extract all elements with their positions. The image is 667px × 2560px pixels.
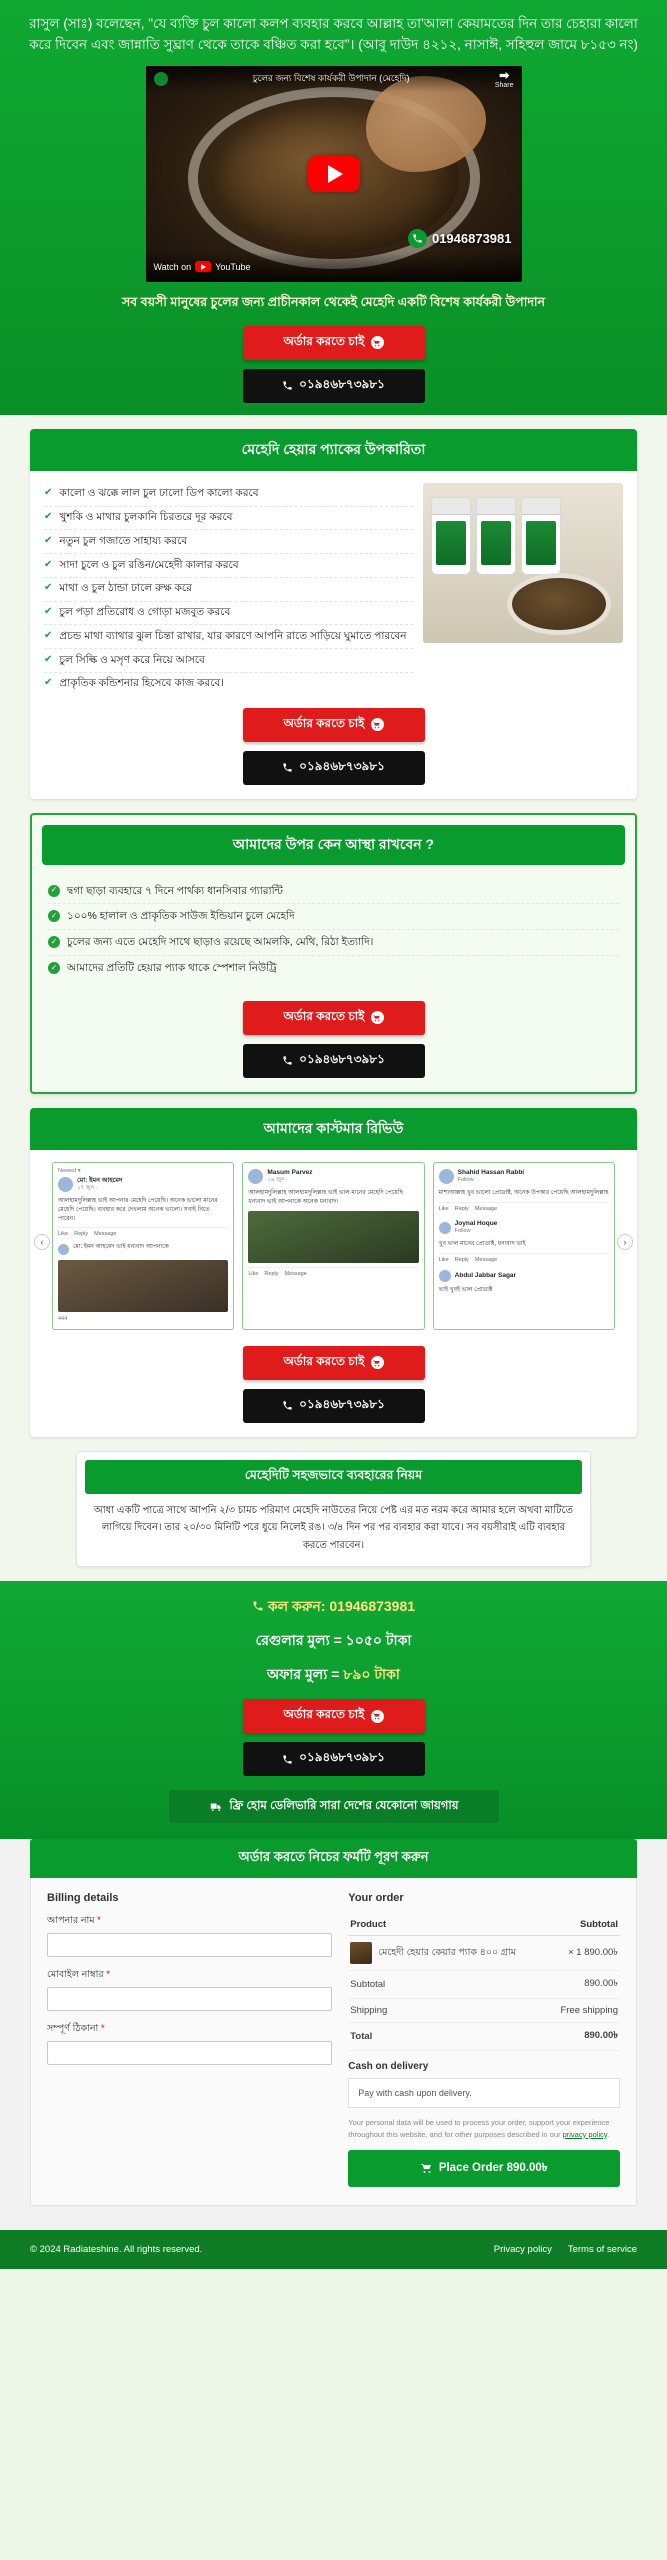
check-icon: ✓ [48,910,60,922]
video-phone-number: 01946873981 [431,230,512,246]
call-button-reviews[interactable] [243,1389,425,1423]
cod-heading: Cash on delivery [348,2061,429,2073]
field-phone-text: মোবাইল নাম্বার [47,1969,104,1981]
field-address-label [47,2022,332,2037]
call-button-trust[interactable] [243,1044,425,1078]
review-reply-follow[interactable]: Follow [454,1228,471,1235]
benefit-text: কালো ও ঝক্কে লাল চুল ঢালো ডিপ কালো করবে [59,487,259,500]
privacy-note: Your personal data will be used to process your order, support your experience throughout this website, and for other purposes described in our privacy policy. [348,2118,610,2139]
list-item [44,649,413,673]
benefits-list [44,483,413,696]
share-button[interactable] [495,69,514,89]
review-author: মো: ইমন আহমেদ [77,1176,123,1184]
name-input[interactable] [47,1933,332,1957]
offer-price-value: ৮৯০ টাকা [343,1666,400,1683]
required-mark: * [97,1915,101,1927]
review-reply-author: Joynal Hoque [454,1219,498,1227]
phone-input[interactable] [47,1987,332,2011]
col-subtotal: Subtotal [548,1914,620,1936]
order-button-reviews-label: অর্ডার করতে চাই [283,1353,365,1368]
order-button-hero-label: অর্ডার করতে চাই [283,333,365,348]
video-title: চুলের জন্য বিশেষ কার্যকরী উপাদান (মেহেদি) [252,73,410,84]
check-icon: ✔ [44,558,53,570]
youtube-video-player[interactable] [146,66,522,282]
order-summary [348,1892,620,2187]
review-card[interactable] [242,1162,424,1330]
trust-list [32,875,635,989]
hero-strip-text: সব বয়সী মানুষের চুলের জন্য প্রাচীনকাল থেকেই মেহেদি একটি বিশেষ কার্যকরী উপাদান [122,294,545,309]
hero-section [0,0,667,415]
price-call-line[interactable] [10,1595,657,1619]
call-button-reviews-label: ০১৯৪৬৮৭৩৯৮১ [299,1396,385,1411]
list-item [44,530,413,554]
free-delivery-label: ফ্রি হোম ডেলিভারি সারা দেশের যেকোনো জায়গায় [229,1800,459,1813]
product-price: 890.00৳ [584,1946,618,1958]
review-reply-text: খুব ভাল মানের প্রোডাক্ট, ধন্যবাদ ভাই [438,1241,526,1248]
required-mark: * [100,2023,105,2035]
list-item [44,625,413,649]
cart-icon [371,1011,384,1024]
privacy-text: Your personal data will be used to process your order, support your experience throughout this website, and for other purposes described in our [348,2118,610,2139]
call-button-price[interactable] [243,1742,425,1776]
review-photo [248,1211,418,1263]
jar [521,497,561,575]
footer-copyright: © 2024 Radiateshine. All rights reserved. [30,2243,203,2255]
field-phone-label [47,1968,332,1983]
footer-link-terms[interactable]: Terms of service [567,2243,637,2255]
call-button-hero[interactable] [243,369,425,403]
avatar [439,1270,451,1282]
field-name-label [47,1914,332,1929]
check-icon: ✔ [44,582,53,594]
review-reply: মো: ইমন আহমেদ ভাই ধন্যবাদ আপনাকে [73,1244,169,1251]
trust-card [30,813,637,1094]
review-reaction-count: 444 [58,1315,68,1322]
review-reply2-text: ভাই খুবই ভাল প্রোডাক্ট [438,1286,493,1293]
product-image [423,483,623,643]
reply-action[interactable]: Reply [454,1256,469,1263]
usage-card [76,1451,591,1568]
list-item [44,602,413,626]
benefit-text: চুল পড়া প্রতিরোধ ও গোড়া মজবুত করবে [59,606,231,619]
product-cell [348,1936,547,1971]
call-button-price-label: ০১৯৪৬৮৭৩৯৮১ [299,1750,385,1765]
review-text: আলহামদুলিল্লাহ ভাই আপনার মেহেদি পেয়েছি। অনেক ভালো মানের মেহেদি পেয়েছি। ব্যবহার করে দেখলাম অনেক ভালো। সবাই নিতে পারেন। [58,1198,218,1222]
shipping-value: Free shipping [548,1999,620,2023]
cart-icon [371,1710,384,1723]
reviews-card [30,1108,637,1437]
list-item [48,904,619,930]
list-item [44,483,413,507]
avatar [439,1222,451,1234]
address-input[interactable] [47,2041,332,2065]
check-icon: ✓ [48,962,60,974]
channel-avatar [154,72,168,86]
benefit-text: চুল সিল্কি ও মসৃণ করে নিয়ে আসবে [59,653,205,666]
youtube-label: YouTube [215,261,251,272]
cart-icon [371,336,384,349]
order-button-hero[interactable] [243,326,425,360]
video-bottom-bar [146,252,522,282]
message-action[interactable]: Message [474,1205,498,1212]
list-item [48,956,619,981]
review-follow[interactable]: Follow [457,1177,474,1184]
call-button-hero-label: ০১৯৪৬৮৭৩৯৮১ [299,376,385,391]
message-action[interactable]: Message [94,1231,117,1238]
product-thumbnail [350,1942,372,1964]
check-icon: ✔ [44,511,53,523]
footer-links [494,2244,637,2255]
total-label: Total [348,2023,547,2051]
benefit-text: নতুন চুল গজাতে সাহায্য করবে [59,534,188,547]
avatar [58,1244,69,1255]
trust-text: চুলের জন্য এতে মেহেদি সাথে ছাড়াও রয়েছে আমলকি, মেথি, রিঠা ইত্যাদি। [67,936,374,949]
order-button-reviews[interactable] [243,1346,425,1380]
product-jars [431,497,561,575]
reply-action[interactable]: Reply [454,1205,469,1212]
usage-text: আধা একটি পাত্রে সাথে আপনি ২/৩ চামচ পরিমাণ মেহেদি নাউতের নিয়ে পেষ্ট এর মত নরম করে আমার হলে অথবা মাটিতে লাগিয়ে দিবেন। তার ২০/৩০ মিনিটি পরে ধুয়ে নিলেই রঙ। ৩/৪ দিন পর পর ব্যবহার করা যাবে। সব বয়সীরাই এটি ব্যবহার করতে পারবেন। [93,1504,574,1551]
youtube-logo-icon [195,261,211,272]
trust-text: দ্বগা ছাড়া ব্যবহারে ৭ দিনে পার্থক্য ধানসিবার গ্যারান্টি [67,884,283,897]
cod-description: Pay with cash upon delivery. [348,2078,620,2108]
call-button-benefits[interactable] [243,751,425,785]
review-sort: Newest ▾ [58,1167,81,1174]
review-author: Masum Parvez [267,1168,313,1176]
list-item [48,879,619,905]
privacy-policy-link[interactable]: privacy policy [562,2129,608,2139]
field-name [47,1914,332,1957]
table-header-row [348,1914,620,1936]
like-action[interactable]: Like [438,1256,449,1263]
regular-price-label: রেগুলার মুল্য = [255,1632,342,1649]
usage-title: মেহেদিটি সহজভাবে ব্যবহারের নিয়ম [85,1460,582,1494]
video-top-bar [146,66,522,92]
checkout-section [0,1839,667,2230]
phone-icon [252,1600,264,1612]
review-text: আলহামদুলিল্লাহ আলহামদুলিল্লাহ ভাই ভাল মানের মেহেদি পেয়েছি ধন্যবাদ ভাই আপনাকে অনেক ধন্যবাদ। [248,1190,404,1205]
check-icon: ✔ [44,677,53,689]
play-button[interactable] [308,156,360,192]
avatar [439,1169,454,1184]
list-item [48,930,619,956]
field-address [47,2022,332,2065]
reply-action[interactable]: Reply [264,1270,279,1277]
order-table [348,1914,620,2051]
col-product: Product [348,1914,547,1936]
checkout-title: অর্ডার করতে নিচের ফর্মটি পূরণ করুন [30,1839,637,1878]
avatar [248,1169,263,1184]
jar [476,497,516,575]
required-mark: * [106,1969,110,1981]
field-phone [47,1968,332,2011]
regular-price-value: ১০৫০ টাকা [345,1632,412,1649]
carousel-next-button[interactable] [617,1234,633,1250]
place-order-label: Place Order 890.00৳ [438,2161,548,2174]
trust-title: আমাদের উপর কেন আস্থা রাখবেন ? [42,825,625,865]
check-icon: ✔ [44,653,53,665]
place-order-button[interactable] [348,2150,620,2187]
phone-icon [282,762,293,773]
free-delivery-banner [169,1790,499,1823]
check-icon: ✔ [44,606,53,618]
chevron-left-icon: ‹ [40,1236,44,1247]
hadith-text: রাসুল (সাঃ) বলেছেন, "যে ব্যক্তি চুল কালো কলপ ব্যবহার করবে আল্লাহ তা'আলা কেয়ামতের দিন তার চেহারা কালো করে দিবেন এবং জান্নাতি সুঘ্রাণ থেকে তাকে বঞ্চিত করা হবে"। (আবু দাউদ ৪২১২, নাসাঈ, সহিহুল জামে ৮১৫৩ নং) [29,16,638,52]
table-row [348,2023,620,2051]
offer-price-line [10,1663,657,1687]
trust-text: ১০০% হালাল ও প্রাকৃতিক সাউজ ইন্ডিয়ান চুলে মেহেদি [67,910,295,923]
watch-label: Watch on [153,261,192,272]
call-button-benefits-label: ০১৯৪৬৮৭৩৯৮১ [299,758,385,773]
review-date: ১৭ জুন · [77,1185,98,1192]
list-item [44,578,413,602]
review-reply2-author: Abdul Jabbar Sagar [454,1272,517,1280]
table-row [348,1999,620,2023]
order-button-benefits-label: অর্ডার করতে চাই [283,715,365,730]
message-action[interactable]: Message [474,1256,498,1263]
share-label: Share [494,81,514,89]
order-button-benefits[interactable] [243,708,425,742]
subtotal-value: 890.00৳ [548,1971,620,1999]
truck-icon [209,1800,223,1814]
billing-heading: Billing details [47,1892,119,1905]
trust-text: আমাদের প্রতিটি হেয়ার প্যাক থাকে স্পেশাল নিউট্রি [67,961,277,974]
offer-price-label: অফার মুল্য = [267,1666,340,1683]
total-value: 890.00৳ [548,2023,620,2051]
order-button-trust[interactable] [243,1001,425,1035]
shipping-label: Shipping [348,1999,547,2023]
check-icon: ✓ [48,936,60,948]
footer-link-privacy[interactable]: Privacy policy [493,2243,552,2255]
review-photo [58,1260,228,1312]
cart-icon [371,1356,384,1369]
like-action[interactable]: Like [58,1231,69,1238]
message-action[interactable]: Message [284,1270,307,1277]
phone-icon [282,1055,293,1066]
footer [0,2230,667,2269]
avatar [58,1177,73,1192]
cart-icon [371,718,384,731]
watch-on-youtube[interactable] [154,261,251,272]
like-action[interactable]: Like [438,1205,449,1212]
benefits-title: মেহেদি হেয়ার প্যাকের উপকারিতা [30,429,637,471]
subtotal-label: Subtotal [348,1971,547,1999]
list-item [44,554,413,578]
reply-action[interactable]: Reply [74,1231,89,1238]
field-name-text: আপনার নাম [47,1915,95,1927]
benefit-text: সাদা চুলে ও চুল রঙিন/মেহেদী কালার করবে [59,558,239,571]
order-button-price[interactable] [243,1699,425,1733]
share-icon [498,69,511,82]
review-date: ১৯ জুন · [267,1177,288,1184]
order-heading: Your order [348,1892,404,1905]
field-address-text: সম্পূর্ণ ঠিকানা [47,2023,99,2035]
product-subtotal [548,1936,620,1971]
price-call-label: কল করুন: [267,1598,326,1615]
product-name: মেহেদী হেয়ার কেয়ার প্যাক ৪০০ গ্রাম [378,1946,516,1958]
reviews-carousel [30,1150,637,1334]
review-card[interactable] [433,1162,615,1330]
phone-icon [408,229,427,248]
check-icon: ✔ [44,487,53,499]
benefits-card [30,429,637,799]
benefit-text: মাথা ও চুল ঠান্ডা ঢালে রুক্ষ করে [59,582,192,595]
like-action[interactable]: Like [248,1270,259,1277]
jar [431,497,471,575]
order-button-price-label: অর্ডার করতে চাই [283,1707,365,1722]
benefit-text: খুশকি ও মাথার চুলকানি চিরতরে দূর করবে [59,511,233,524]
table-row [348,1971,620,1999]
phone-icon [282,380,293,391]
cart-icon [421,2162,433,2174]
phone-icon [282,1400,293,1411]
review-text: মাশাআল্লাহ খুব ভালো প্রোডাক্ট, অনেক উপকার পেয়েছি আলহামদুলিল্লাহ [438,1190,609,1197]
call-button-trust-label: ০১৯৪৬৮৭৩৯৮১ [299,1051,385,1066]
chevron-right-icon: › [623,1236,627,1247]
price-call-number: 01946873981 [329,1598,416,1615]
carousel-prev-button[interactable] [34,1234,50,1250]
video-phone-overlay [408,229,512,248]
check-icon: ✔ [44,534,53,546]
phone-icon [282,1754,293,1765]
check-icon: ✓ [48,885,60,897]
reviews-title: আমাদের কাস্টমার রিভিউ [30,1108,637,1150]
benefit-text: প্রাকৃতিক কন্ডিশনার হিসেবে কাজ করবে। [59,677,225,690]
benefit-text: প্রচন্ড মাথা ব্যাথার ঝুল চিন্তা রাখার, যার কারণে আপনি রাতে সাড়িয়ে ঘুমাতে পারবেন [59,629,407,642]
regular-price-line [10,1629,657,1653]
review-card[interactable] [52,1162,234,1330]
check-icon: ✔ [44,629,53,641]
price-section [0,1581,667,1839]
mehendi-paste-bowl [507,573,611,635]
review-author: Shahid Hassan Rabbi [457,1168,525,1176]
table-row [348,1936,620,1971]
billing-details [47,1892,332,2187]
list-item [44,673,413,696]
order-button-trust-label: অর্ডার করতে চাই [283,1008,365,1023]
list-item [44,507,413,531]
product-qty: × 1 [568,1946,582,1958]
